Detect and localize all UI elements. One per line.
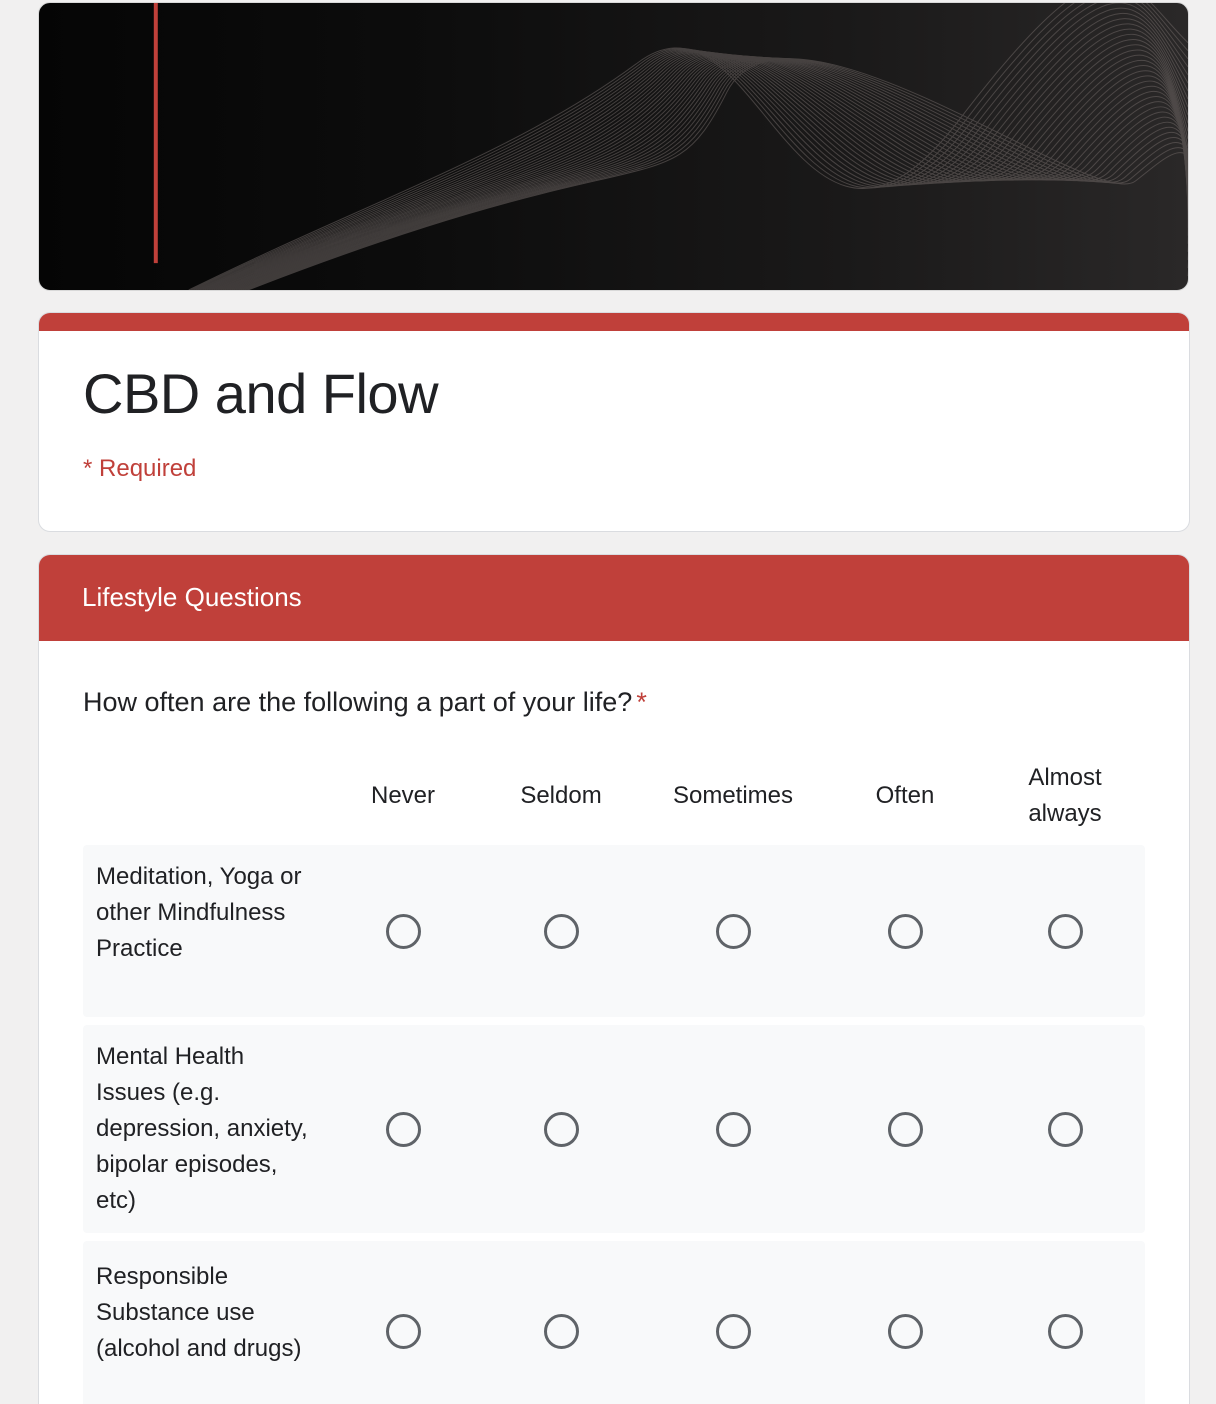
row-label: Meditation, Yoga or other Mindfulness Practice bbox=[96, 863, 302, 962]
row-label: Responsible Substance use (alcohol and drugs) bbox=[96, 1263, 302, 1362]
wave-lines-graphic bbox=[39, 3, 1188, 290]
radio-option-sometimes[interactable] bbox=[716, 1314, 751, 1349]
grid-row bbox=[83, 845, 1145, 1017]
radio-option-almost-always[interactable] bbox=[1048, 1314, 1083, 1349]
radio-option-never[interactable] bbox=[386, 1112, 421, 1147]
required-asterisk: * bbox=[636, 687, 647, 717]
grid-row bbox=[83, 1025, 1145, 1233]
radio-option-often[interactable] bbox=[888, 1112, 923, 1147]
column-header: Almost always bbox=[1028, 764, 1102, 827]
radio-option-never[interactable] bbox=[386, 914, 421, 949]
radio-option-sometimes[interactable] bbox=[716, 914, 751, 949]
question-title bbox=[83, 687, 647, 718]
radio-option-almost-always[interactable] bbox=[1048, 1112, 1083, 1147]
grid-row bbox=[83, 1241, 1145, 1404]
radio-option-never[interactable] bbox=[386, 1314, 421, 1349]
radio-option-seldom[interactable] bbox=[544, 914, 579, 949]
row-label: Mental Health Issues (e.g. depression, anxiety, bipolar episodes, etc) bbox=[96, 1043, 308, 1214]
column-header: Seldom bbox=[520, 782, 602, 809]
column-header: Never bbox=[370, 782, 436, 809]
form-title: CBD and Flow bbox=[83, 362, 439, 425]
form-title-card bbox=[38, 312, 1190, 532]
required-note: * Required bbox=[83, 455, 197, 482]
radio-option-seldom[interactable] bbox=[544, 1112, 579, 1147]
question-text: How often are the following a part of your life? bbox=[83, 687, 633, 717]
column-header: Often bbox=[875, 782, 935, 809]
column-header: Sometimes bbox=[672, 782, 794, 809]
radio-option-sometimes[interactable] bbox=[716, 1112, 751, 1147]
radio-option-often[interactable] bbox=[888, 1314, 923, 1349]
section-title: Lifestyle Questions bbox=[82, 582, 302, 612]
radio-option-almost-always[interactable] bbox=[1048, 914, 1083, 949]
radio-option-seldom[interactable] bbox=[544, 1314, 579, 1349]
section-card bbox=[38, 554, 1190, 1404]
section-header bbox=[39, 555, 1189, 641]
header-banner-image bbox=[38, 2, 1189, 291]
title-card-accent-bar bbox=[39, 313, 1189, 331]
radio-option-often[interactable] bbox=[888, 914, 923, 949]
